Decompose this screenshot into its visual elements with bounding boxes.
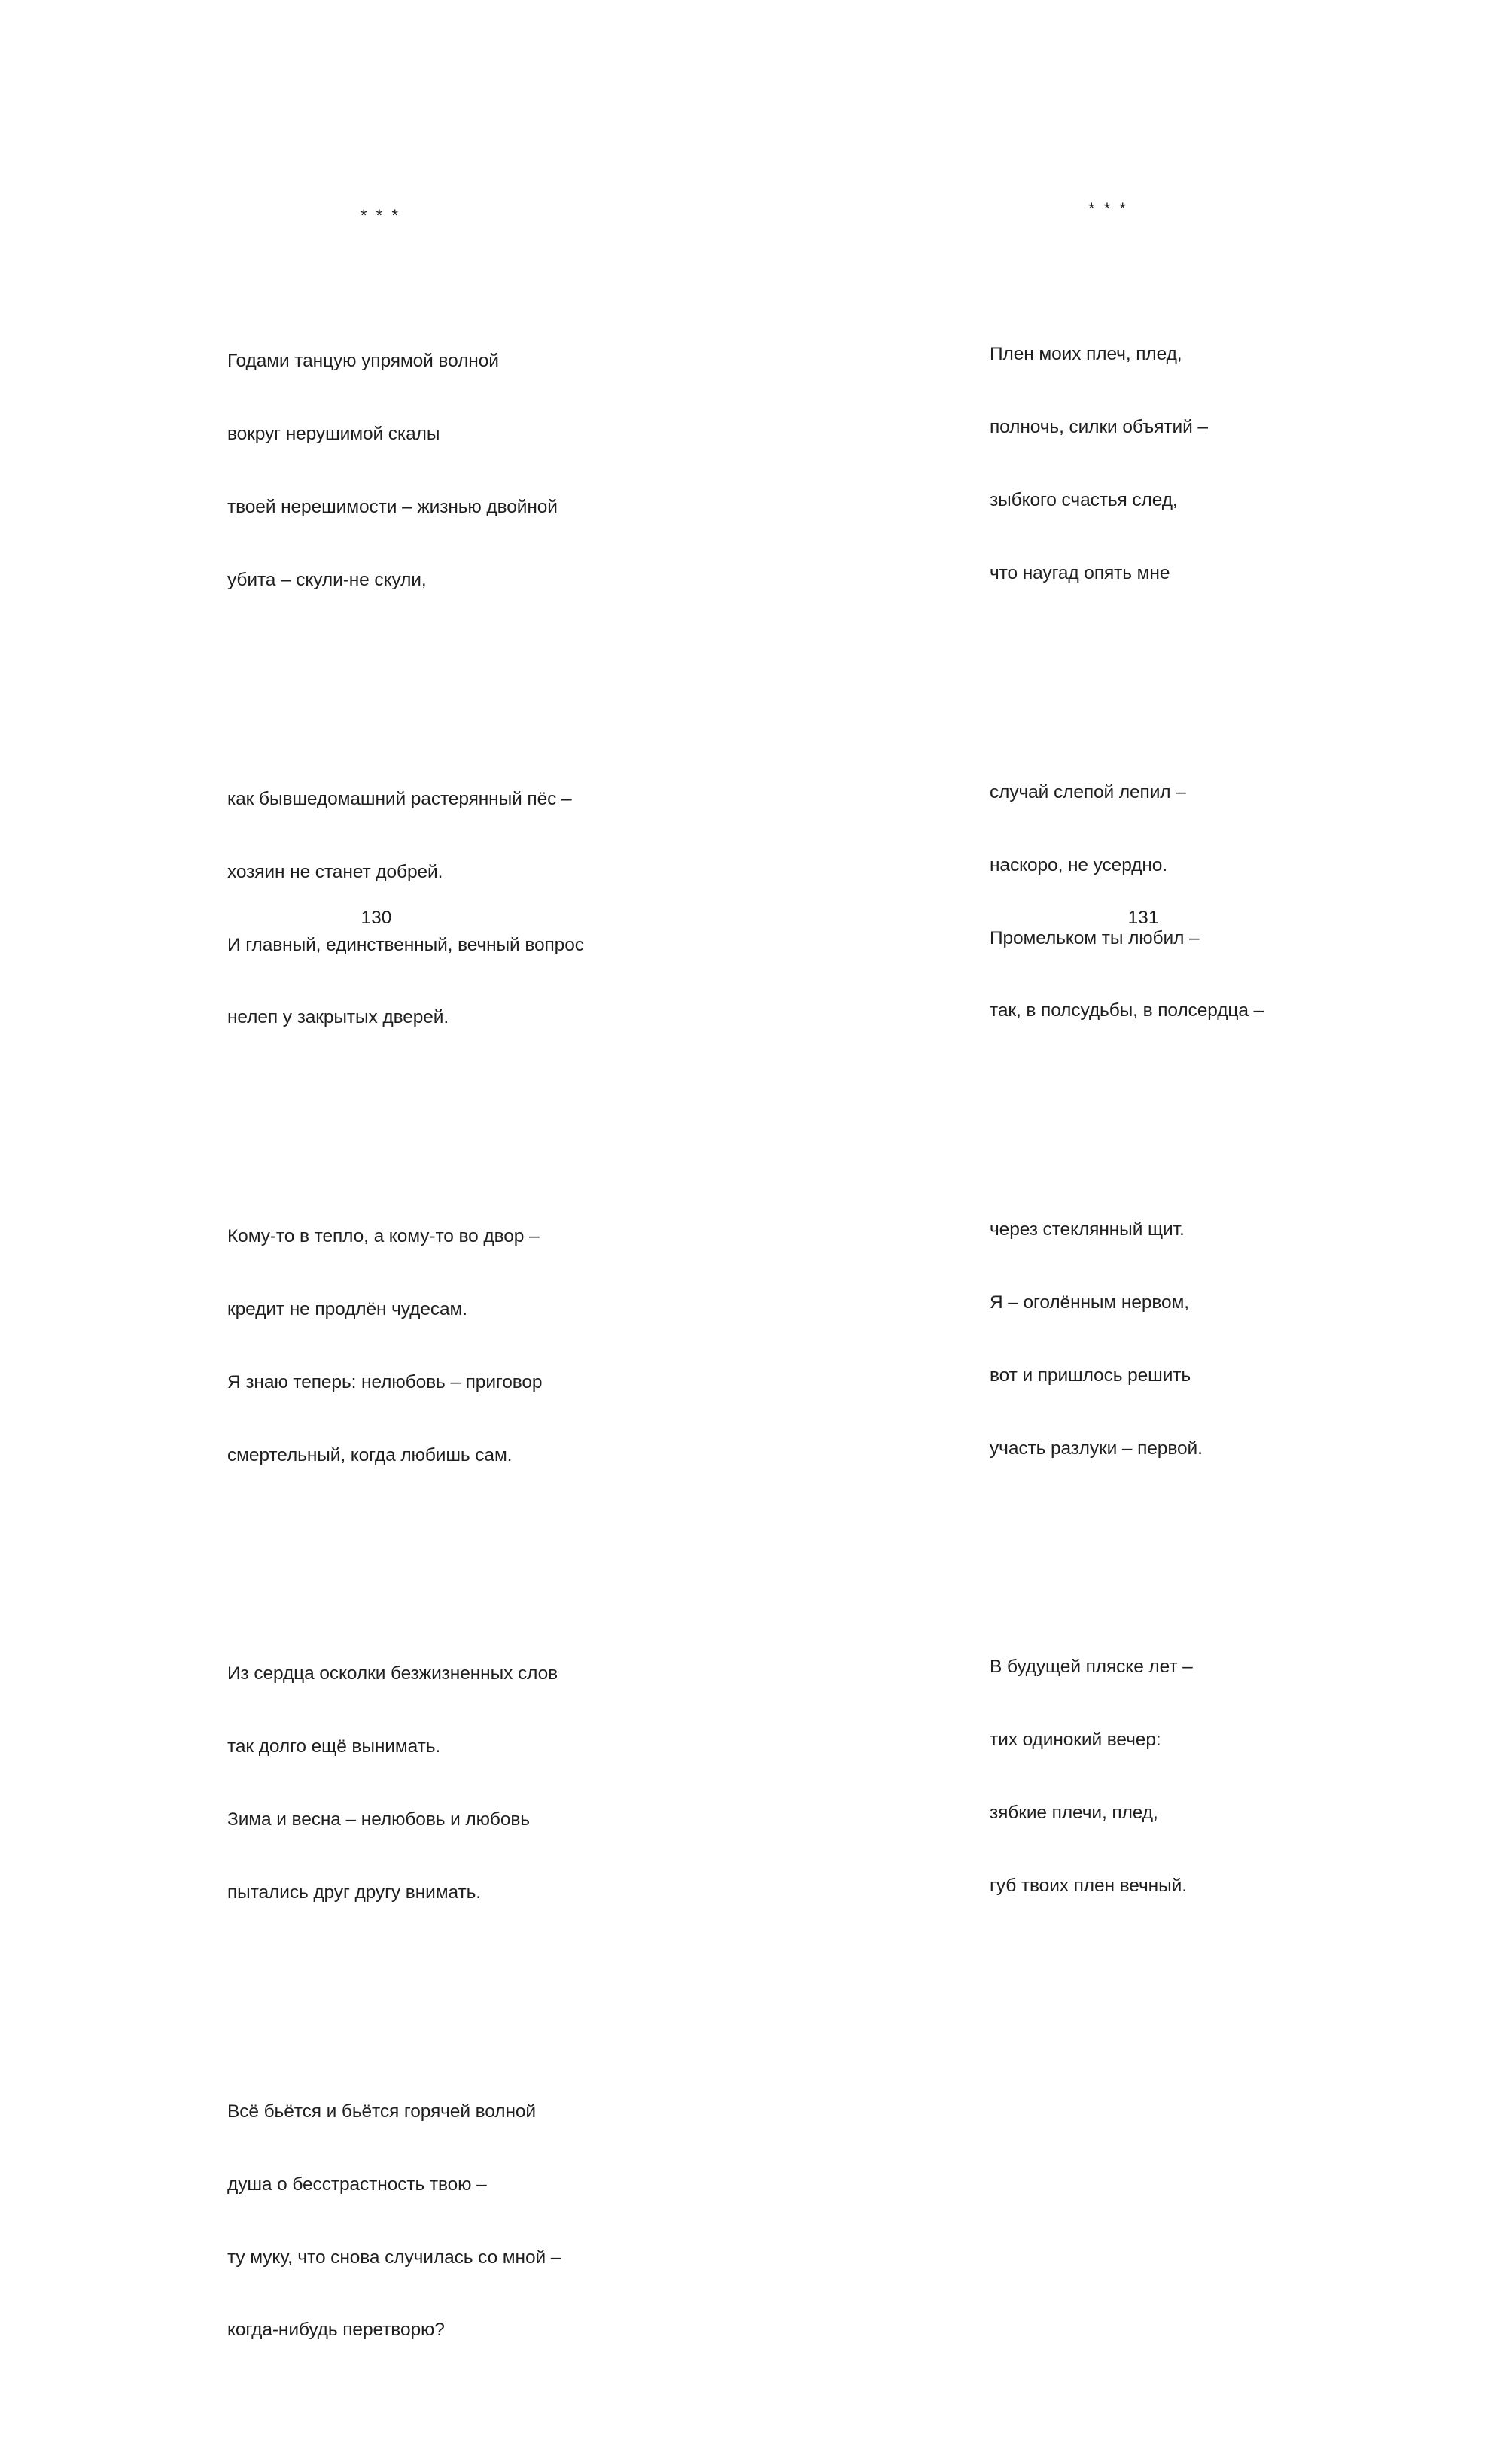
poem-line: случай слепой лепил – [990, 781, 1186, 802]
poem-line: кредит не продлён чудесам. [227, 1298, 467, 1319]
poem-line: зыбкого счастья след, [990, 490, 1178, 511]
poem-line: Я знаю теперь: нелюбовь – приговор [227, 1371, 543, 1392]
stanza [227, 1614, 584, 1954]
poem-line: нелеп у закрытых дверей. [227, 1007, 449, 1028]
poem-line: твоей нерешимости – жизнью двойной [227, 497, 558, 518]
poem-line: пытались друг другу внимать. [227, 1882, 481, 1903]
poem-line: смертельный, когда любишь сам. [227, 1444, 513, 1465]
poem-line: Зима и весна – нелюбовь и любовь [227, 1809, 530, 1830]
poem-line: через стеклянный щит. [990, 1219, 1185, 1240]
poem-line: как бывшедомашний растерянный пёс – [227, 788, 572, 809]
poem-line: Промельком ты любил – [990, 927, 1200, 948]
poem-line: так, в полсудьбы, в полсердца – [990, 1000, 1264, 1021]
poem-line: Я – оголённым нервом, [990, 1291, 1189, 1313]
section-separator: * * * [1088, 199, 1128, 218]
page-number-left: 130 [361, 908, 392, 928]
poem-line: Плен моих плеч, плед, [990, 344, 1182, 365]
poem-line: убита – скули-не скули, [227, 570, 427, 591]
poem-line: вот и пришлось решить [990, 1365, 1191, 1386]
stanza [227, 2051, 584, 2391]
poem-line: душа о бесстрастность твою – [227, 2174, 487, 2195]
poem-line: что наугад опять мне [990, 563, 1170, 584]
poem-left [227, 155, 584, 2440]
poem-line: Всё бьётся и бьётся горячей волной [227, 2101, 536, 2122]
poem-right [990, 148, 1264, 1996]
right-page [756, 0, 1512, 1897]
stanza [990, 732, 1264, 1072]
stanza [990, 294, 1264, 634]
poem-line: когда-нибудь перетворю? [227, 2320, 445, 2341]
poem-line: зябкие плечи, плед, [990, 1803, 1158, 1824]
poem-line: Из сердца осколки безжизненных слов [227, 1663, 558, 1684]
poem-line: Годами танцую упрямой волной [227, 351, 499, 372]
poem-line: И главный, единственный, вечный вопрос [227, 934, 584, 955]
stanza [227, 301, 584, 641]
poem-line: вокруг нерушимой скалы [227, 424, 440, 445]
stanza [990, 1169, 1264, 1509]
poem-line: участь разлуки – первой. [990, 1438, 1203, 1459]
page-number-right: 131 [1127, 908, 1159, 928]
poem-line: полночь, силки объятий – [990, 417, 1208, 438]
poem-line: хозяин не станет добрей. [227, 861, 443, 882]
poem-line: В будущей пляске лет – [990, 1657, 1193, 1678]
stanza [990, 1607, 1264, 1947]
poem-line: ту муку, что снова случилась со мной – [227, 2247, 561, 2268]
poem-line: так долго ещё вынимать. [227, 1736, 441, 1757]
poem-line: тих одинокий вечер: [990, 1730, 1161, 1751]
stanza [227, 1176, 584, 1516]
poem-line: наскоро, не усердно. [990, 854, 1168, 875]
section-separator: * * * [361, 205, 400, 225]
poem-line: губ твоих плен вечный. [990, 1876, 1187, 1897]
left-page [0, 0, 756, 2341]
poem-line: Кому-то в тепло, а кому-то во двор – [227, 1226, 540, 1247]
